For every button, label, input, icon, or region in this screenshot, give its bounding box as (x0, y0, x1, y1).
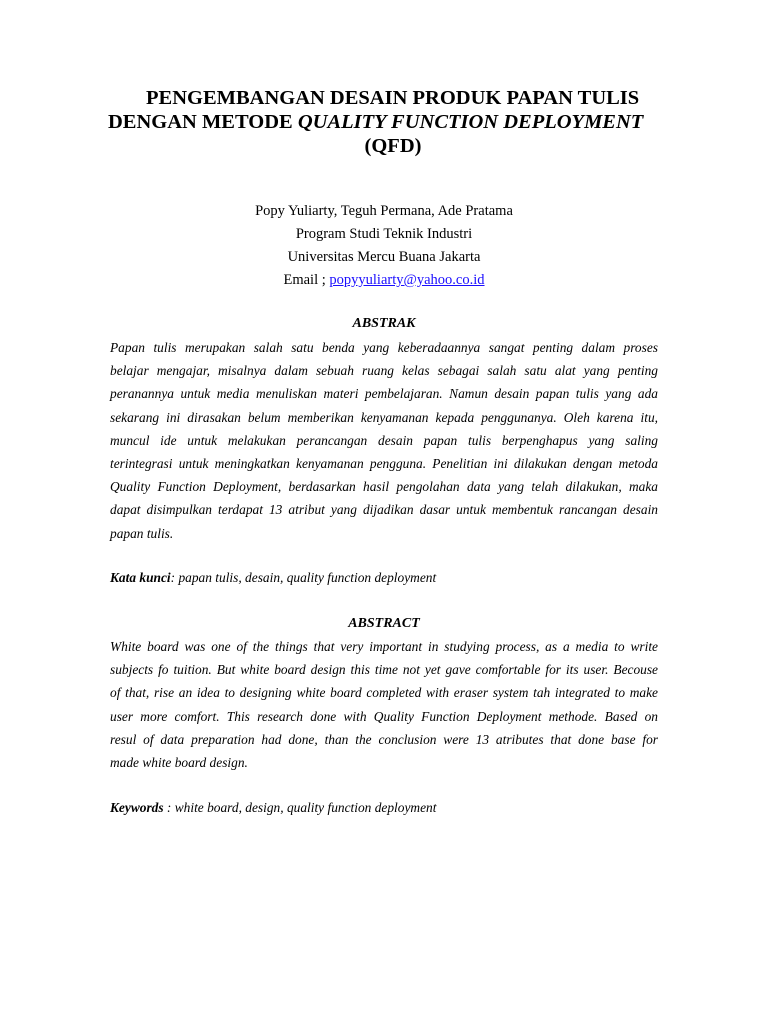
abstrak-line: papan tulis. (110, 525, 174, 541)
title-line-2 (108, 110, 668, 134)
abstract-keywords (110, 800, 436, 816)
abstract-line: made white board design. (110, 755, 248, 771)
author-names: Popy Yuliarty, Teguh Permana, Ade Pratama (255, 203, 513, 219)
abstract-line: user more comfort. This research done with Quality Function Deployment methode. Based on (110, 708, 658, 724)
abstrak-keywords-label: Kata kunci (110, 570, 171, 585)
abstrak-line: belajar mengajar, misalnya dalam sebuah ruang kelas sebagai salah satu alat yang penting (110, 363, 658, 379)
abstrak-line: dapat disimpulkan terdapat 13 atribut yang dijadikan dasar untuk membentuk rancangan desain (110, 502, 658, 518)
author-program: Program Studi Teknik Industri (295, 226, 473, 242)
abstract-line: subjects fo tuition. But white board design this time not yet gave comfortable for its user. Becouse (110, 662, 658, 678)
abstract-keywords-text: : white board, design, quality function deployment (163, 800, 437, 815)
email-link[interactable]: popyyuliarty@yahoo.co.id (329, 272, 485, 288)
abstract-line: of that, rise an idea to designing white board completed with eraser system tah integrated to make (110, 685, 658, 701)
abstrak-line: Papan tulis merupakan salah satu benda yang keberadaannya sangat penting dalam proses (110, 340, 658, 355)
abstract-body (110, 635, 658, 774)
abstrak-line: Quality Function Deployment, berdasarkan hasil pengolahan data yang telah dilakukan, maka (110, 479, 658, 495)
abstrak-keywords-text: : papan tulis, desain, quality function deployment (170, 570, 437, 585)
author-email-line (108, 269, 660, 292)
title-line-3: (QFD) (364, 135, 422, 157)
abstrak-line: muncul ide untuk melakukan perancangan desain papan tulis berpenghapus yang saling (110, 432, 658, 448)
abstract-line: resul of data preparation had done, than the conclusion were 13 atributes that done base for (110, 731, 658, 747)
abstract-keywords-label: Keywords (110, 800, 164, 815)
abstrak-body (110, 336, 658, 545)
abstrak-line: terintegrasi untuk meningkatkan kenyamanan pengguna. Penelitian ini dilakukan dengan metoda (110, 456, 658, 472)
abstract-heading: ABSTRACT (348, 616, 420, 631)
abstract-line: White board was one of the things that very important in studying process, as a media to write (110, 639, 658, 654)
abstrak-keywords (110, 570, 436, 586)
author-block (108, 200, 660, 292)
abstrak-heading: ABSTRAK (352, 316, 416, 331)
abstrak-line: peranannya untuk media menuliskan materi pembelajaran. Namun desain papan tulis yang ada (110, 386, 658, 402)
title-line-2-prefix: DENGAN METODE (108, 111, 298, 133)
paper-title (108, 86, 668, 158)
title-line-2-italic: QUALITY FUNCTION DEPLOYMENT (297, 111, 644, 133)
abstrak-line: sekarang ini dirasakan belum memberikan kenyamanan kepada penggunanya. Oleh karena itu, (110, 409, 658, 425)
email-label: Email ; (283, 272, 330, 288)
title-line-1: PENGEMBANGAN DESAIN PRODUK PAPAN TULIS (146, 87, 640, 109)
author-university: Universitas Mercu Buana Jakarta (287, 249, 481, 265)
